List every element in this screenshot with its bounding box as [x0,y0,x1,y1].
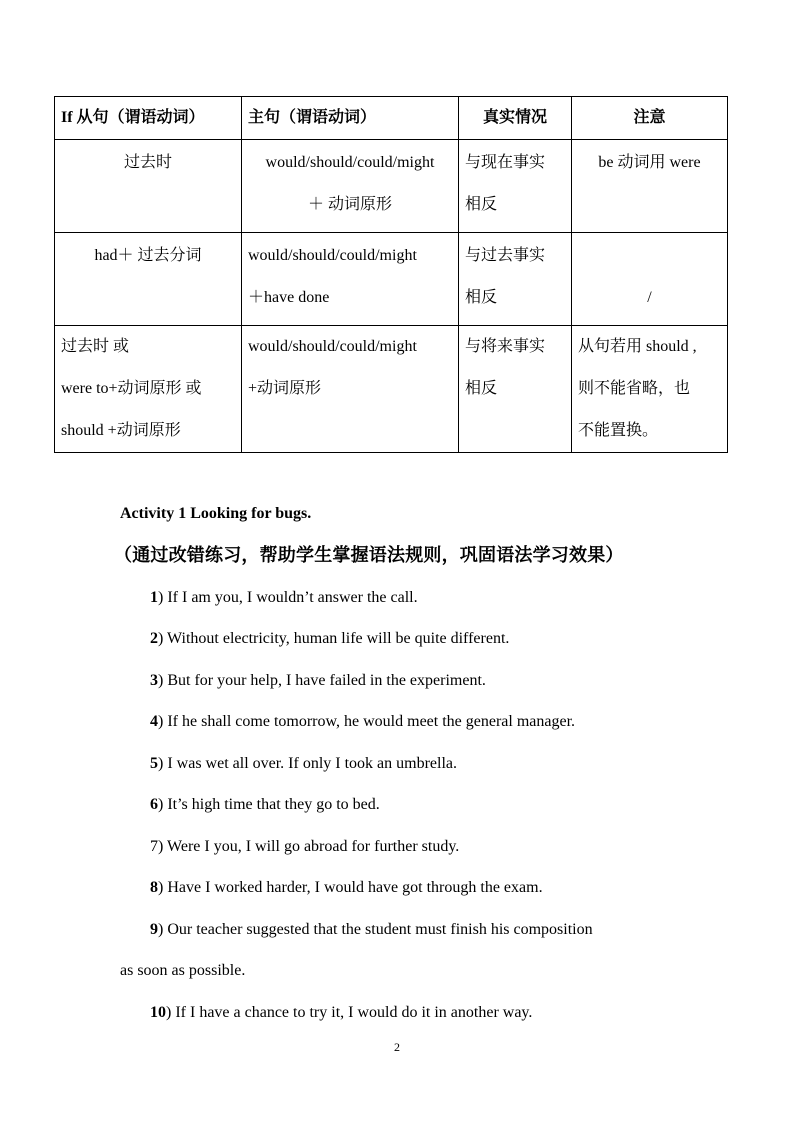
cell-line: 从句若用 should , [578,338,697,355]
exercise-text: ) I was wet all over. If only I took an umbrella. [158,755,458,772]
header-note: 注意 [572,97,728,140]
activity-description: （通过改错练习，帮助学生掌握语法规则，巩固语法学习效果） [114,545,624,566]
cell-line: should +动词原形 [61,422,181,439]
exercise-number: 3 [150,672,158,689]
exercise-item [150,627,509,651]
cell-line: had＋ 过去分词 [94,247,202,264]
cell-line: 相反 [465,196,498,213]
exercise-text: ) But for your help, I have failed in the experiment. [158,672,486,689]
header-reality: 真实情况 [459,97,572,140]
cell-line: be 动词用 were [598,154,701,171]
exercise-number: 10 [150,1004,166,1021]
exercise-number: 6 [150,796,158,813]
page-number: 2 [394,1040,400,1054]
cell-line: 与现在事实 [465,154,546,171]
cell-line: 过去时 或 [61,338,130,355]
reality-cell [459,326,572,453]
note-cell [572,326,728,453]
exercise-item [150,918,593,942]
main-clause-cell [242,140,459,233]
exercise-item [150,710,575,734]
table-row [55,140,728,233]
exercise-number: 4 [150,713,158,730]
if-clause-cell [55,326,242,453]
cell-line: 不能置换。 [578,422,659,439]
cell-line: ＋have done [248,289,330,306]
exercise-item [150,1001,532,1025]
cell-line: 与过去事实 [465,247,546,264]
cell-line: / [647,289,652,306]
exercise-number: 1 [150,589,158,606]
exercise-text: ) It’s high time that they go to bed. [158,796,380,813]
exercise-item [150,793,380,817]
cell-line: ＋ 动词原形 [307,196,392,213]
cell-line: 与将来事实 [465,338,546,355]
header-if-clause: If 从句（谓语动词） [55,97,242,140]
main-clause-cell [242,233,459,326]
cell-line: 相反 [465,289,498,306]
exercise-text: ) Have I worked harder, I would have got through the exam. [158,879,543,896]
exercise-item [150,586,418,610]
activity-title: Activity 1 Looking for bugs. [120,505,312,522]
exercise-text: ) If he shall come tomorrow, he would meet the general manager. [158,713,576,730]
cell-line: would/should/could/might [248,338,417,355]
header-main-clause: 主句（谓语动词） [242,97,459,140]
if-clause-cell [55,140,242,233]
if-clause-cell [55,233,242,326]
exercise-number: 8 [150,879,158,896]
main-clause-cell [242,326,459,453]
cell-line: 过去时 [123,154,172,171]
note-cell [572,233,728,326]
note-cell [572,140,728,233]
reality-cell [459,140,572,233]
table-header-row [55,97,728,140]
exercise-item [150,876,543,900]
table-row [55,326,728,453]
cell-line: would/should/could/might [265,154,435,171]
exercise-text: ) Were I you, I will go abroad for further study. [158,838,460,855]
exercise-text: ) If I am you, I wouldn’t answer the call. [158,589,418,606]
exercise-text: ) Our teacher suggested that the student must finish his composition [158,921,593,938]
exercise-text: ) Without electricity, human life will be quite different. [158,630,510,647]
exercise-item [150,752,457,776]
reality-cell [459,233,572,326]
exercise-text: ) If I have a chance to try it, I would do it in another way. [166,1004,533,1021]
cell-line: were to+动词原形 或 [61,380,202,397]
grammar-table [54,96,728,453]
exercise-number: 5 [150,755,158,772]
table-row [55,233,728,326]
exercise-item [150,669,486,693]
cell-line: would/should/could/might [248,247,417,264]
exercise-number: 2 [150,630,158,647]
cell-line: 相反 [465,380,498,397]
exercise-number: 9 [150,921,158,938]
exercise-item [150,835,459,859]
cell-line: 则不能省略，也 [578,380,691,397]
exercise-continuation: as soon as possible. [120,962,246,979]
exercise-number: 7 [150,838,158,855]
cell-line: +动词原形 [248,380,322,397]
